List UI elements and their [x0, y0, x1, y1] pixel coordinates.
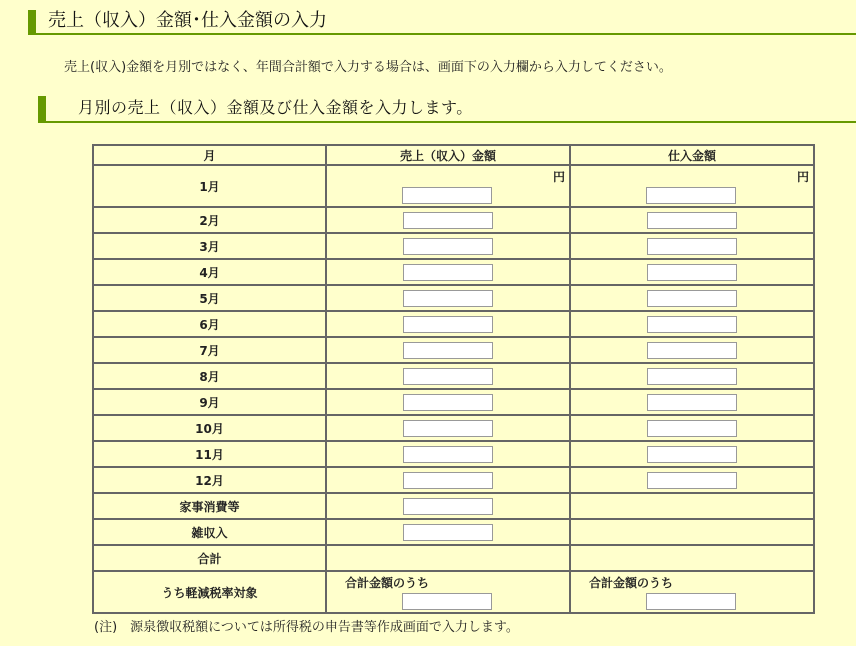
main-heading	[28, 10, 856, 35]
purchase-input[interactable]	[647, 264, 737, 281]
misc-income-input[interactable]	[403, 524, 493, 541]
sales-input[interactable]	[403, 342, 493, 359]
sales-input[interactable]	[403, 420, 493, 437]
month-label: 7月	[93, 337, 326, 363]
purchase-input[interactable]	[646, 187, 736, 204]
purchase-input[interactable]	[647, 368, 737, 385]
main-heading-text: 売上（収入）金額･仕入金額の入力	[48, 10, 327, 31]
month-label: 6月	[93, 311, 326, 337]
header-purchase: 仕入金額	[570, 145, 814, 165]
description-text: 売上(収入)金額を月別ではなく、年間合計額で入力する場合は、画面下の入力欄から入力してください。	[64, 60, 672, 75]
purchase-input[interactable]	[647, 394, 737, 411]
reduced-purchase-sublabel: 合計金額のうち	[589, 576, 674, 590]
table-row	[93, 311, 814, 337]
unit-yen: 円	[796, 170, 809, 184]
month-label: 2月	[93, 207, 326, 233]
table-row	[93, 165, 814, 207]
sales-total-value	[326, 545, 570, 571]
sales-input[interactable]	[403, 264, 493, 281]
table-row	[93, 441, 814, 467]
sales-input[interactable]	[403, 394, 493, 411]
table-row	[93, 285, 814, 311]
purchase-input[interactable]	[647, 290, 737, 307]
sales-input[interactable]	[403, 472, 493, 489]
sales-input[interactable]	[403, 290, 493, 307]
sales-input[interactable]	[403, 212, 493, 229]
empty-cell	[570, 519, 814, 545]
table-row	[93, 259, 814, 285]
month-label: 12月	[93, 467, 326, 493]
sales-input[interactable]	[403, 316, 493, 333]
month-label: 8月	[93, 363, 326, 389]
total-label: 合計	[93, 545, 326, 571]
household-label: 家事消費等	[93, 493, 326, 519]
purchase-total-value	[570, 545, 814, 571]
misc-income-label: 雑収入	[93, 519, 326, 545]
purchase-input[interactable]	[647, 472, 737, 489]
month-label: 1月	[93, 165, 326, 207]
purchase-input[interactable]	[647, 446, 737, 463]
sales-input[interactable]	[402, 187, 492, 204]
month-label: 11月	[93, 441, 326, 467]
table-row	[93, 519, 814, 545]
reduced-purchase-input[interactable]	[646, 593, 736, 610]
sales-purchase-table	[92, 144, 815, 614]
month-label: 5月	[93, 285, 326, 311]
purchase-input[interactable]	[647, 212, 737, 229]
table-row	[93, 363, 814, 389]
footnote: (注) 源泉徴収税額については所得税の申告書等作成画面で入力します。	[94, 620, 519, 635]
table-row	[93, 467, 814, 493]
table-row	[93, 337, 814, 363]
header-month: 月	[93, 145, 326, 165]
reduced-rate-label: うち軽減税率対象	[93, 571, 326, 613]
table-row	[93, 207, 814, 233]
empty-cell	[570, 493, 814, 519]
household-consumption-input[interactable]	[403, 498, 493, 515]
reduced-sales-input[interactable]	[402, 593, 492, 610]
sales-input[interactable]	[403, 238, 493, 255]
table-row	[93, 233, 814, 259]
table-row	[93, 389, 814, 415]
sales-input[interactable]	[403, 368, 493, 385]
table-row	[93, 415, 814, 441]
unit-yen: 円	[552, 170, 565, 184]
month-label: 10月	[93, 415, 326, 441]
table-row	[93, 493, 814, 519]
month-label: 3月	[93, 233, 326, 259]
month-label: 9月	[93, 389, 326, 415]
reduced-sales-sublabel: 合計金額のうち	[345, 576, 430, 590]
purchase-input[interactable]	[647, 316, 737, 333]
table-row	[93, 571, 814, 613]
sub-heading	[38, 96, 856, 123]
purchase-input[interactable]	[647, 342, 737, 359]
table-row	[93, 545, 814, 571]
sales-input[interactable]	[403, 446, 493, 463]
month-label: 4月	[93, 259, 326, 285]
header-sales: 売上（収入）金額	[326, 145, 570, 165]
purchase-input[interactable]	[647, 238, 737, 255]
sub-heading-text: 月別の売上（収入）金額及び仕入金額を入力します。	[78, 98, 473, 117]
purchase-input[interactable]	[647, 420, 737, 437]
